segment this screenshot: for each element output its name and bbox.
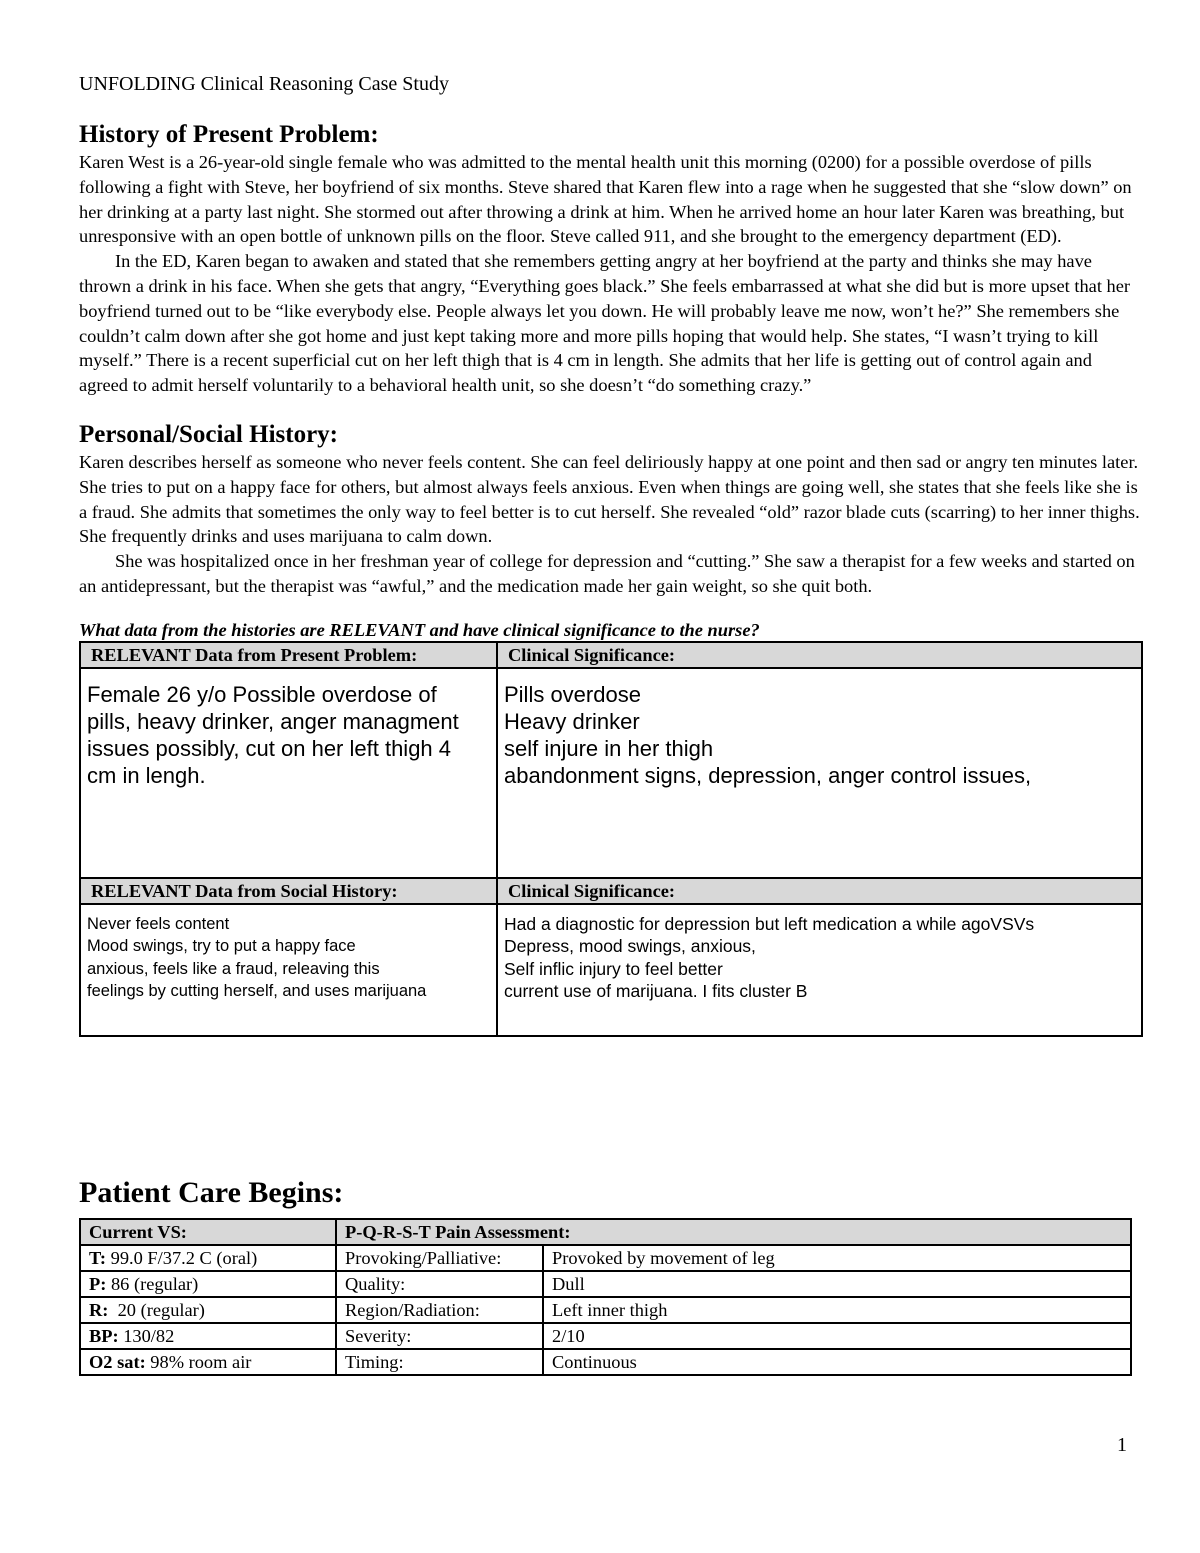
social-data-header: RELEVANT Data from Social History:	[80, 878, 497, 904]
social-data-line: Mood swings, try to put a happy face	[87, 937, 356, 956]
relevant-data-table	[79, 641, 1143, 1037]
vital-label: P:	[89, 1274, 107, 1294]
vital-value: 98% room air	[145, 1352, 252, 1372]
social-significance-line: Self inflic injury to feel better	[504, 958, 723, 979]
present-data-line: cm in lengh.	[87, 762, 206, 788]
vital-label: BP:	[89, 1326, 119, 1346]
vitals-row	[80, 1349, 1131, 1375]
pain-label: Severity:	[336, 1323, 543, 1349]
history-title: History of Present Problem:	[79, 121, 379, 148]
social-data-line: anxious, feels like a fraud, releaving this	[87, 959, 380, 978]
social-data-line: Never feels content	[87, 914, 230, 933]
patient-care-title: Patient Care Begins:	[79, 1176, 344, 1209]
vitals-header: Current VS:	[80, 1219, 336, 1245]
present-data-line: Female 26 y/o Possible overdose of	[87, 681, 437, 707]
vitals-row	[80, 1297, 1131, 1323]
present-data-cell[interactable]	[80, 668, 497, 878]
relevance-question: What data from the histories are RELEVANT and have clinical significance to the nurse?	[79, 619, 760, 640]
vital-label: T:	[89, 1248, 107, 1268]
vital-label: O2 sat:	[89, 1352, 146, 1372]
vital-value: 86 (regular)	[106, 1274, 199, 1294]
history-paragraph-1: Karen West is a 26-year-old single female who was admitted to the mental health unit this morning (0200) for a possible overdose of pills following a fight with Steve, her boyfriend of six months. Steve shared that Karen flew into a rage when he suggested that she “slow down” on her drinking at a party last night. She stormed out after throwing a drink at him. When he arrived home an hour later Karen was breathing, but unresponsive with an open bottle of unknown pills on the floor. Steve called 911, and she brought to the emergency department (ED).	[79, 152, 1132, 247]
vital-cell	[80, 1271, 336, 1297]
pain-label: Provoking/Palliative:	[336, 1245, 543, 1271]
social-paragraph-2: She was hospitalized once in her freshman year of college for depression and “cutting.” She saw a therapist for a few weeks and started on an antidepressant, but the therapist was “awful,” and the medication made her gain weight, so she quit both.	[79, 551, 1135, 596]
present-data-line: pills, heavy drinker, anger managment	[87, 708, 459, 734]
social-title: Personal/Social History:	[79, 420, 338, 448]
pain-value[interactable]: 2/10	[543, 1323, 1131, 1349]
present-data-line: issues possibly, cut on her left thigh 4	[87, 735, 452, 761]
vital-value: 130/82	[118, 1326, 175, 1346]
vitals-pain-table	[79, 1218, 1132, 1376]
vitals-row	[80, 1245, 1131, 1271]
social-paragraph-1: Karen describes herself as someone who never feels content. She can feel deliriously happy at one point and then sad or angry ten minutes later. She tries to put on a happy face for others, but almost always feels anxious. Even when things are going well, she states that she feels like she is a fraud. She admits that sometimes the only way to feel better is to cut herself. She revealed “old” razor blade cuts (scarring) to her inner thighs. She frequently drinks and uses marijuana to calm down.	[79, 451, 1140, 547]
pain-label: Region/Radiation:	[336, 1297, 543, 1323]
document-page	[79, 70, 1141, 1037]
social-significance-cell[interactable]	[497, 904, 1142, 1036]
pain-label: Quality:	[336, 1271, 543, 1297]
present-significance-line: Heavy drinker	[504, 708, 640, 734]
pain-value[interactable]: Continuous	[543, 1349, 1131, 1375]
vitals-row	[80, 1271, 1131, 1297]
social-significance-header: Clinical Significance:	[497, 878, 1142, 904]
vital-cell	[80, 1245, 336, 1271]
social-data-cell[interactable]	[80, 904, 497, 1036]
present-data-header: RELEVANT Data from Present Problem:	[80, 642, 497, 668]
vitals-row	[80, 1323, 1131, 1349]
pain-value[interactable]: Provoked by movement of leg	[543, 1245, 1131, 1271]
document-header: UNFOLDING Clinical Reasoning Case Study	[79, 73, 449, 95]
vital-value: 99.0 F/37.2 C (oral)	[106, 1248, 258, 1268]
pain-label: Timing:	[336, 1349, 543, 1375]
present-significance-cell[interactable]	[497, 668, 1142, 878]
social-data-line: feelings by cutting herself, and uses marijuana	[87, 982, 427, 1001]
history-paragraph-2: In the ED, Karen began to awaken and stated that she remembers getting angry at her boyfriend at the party and thinks she may have thrown a drink in his face. When she gets that angry, “Everything goes black.” She feels embarrassed at what she did but is more upset that her boyfriend turned out to be “like everybody else. People always let you down. He will probably leave me now, won’t he?” She remembers she couldn’t calm down after she got home and just kept taking more and more pills hoping that would help. She states, “I wasn’t trying to kill myself.” There is a recent superficial cut on her left thigh that is 4 cm in length. She admits that her life is getting out of control again and agreed to admit herself voluntarily to a behavioral health unit, so she doesn’t “do something crazy.”	[79, 251, 1131, 396]
pain-value[interactable]: Dull	[543, 1271, 1131, 1297]
present-significance-line: self injure in her thigh	[504, 735, 714, 761]
social-significance-line: current use of marijuana. I fits cluster B	[504, 981, 808, 1002]
social-significance-line: Depress, mood swings, anxious,	[504, 936, 756, 957]
present-significance-line: Pills overdose	[504, 681, 641, 707]
present-significance-header: Clinical Significance:	[497, 642, 1142, 668]
pain-assessment-header: P-Q-R-S-T Pain Assessment:	[336, 1219, 1131, 1245]
vital-cell	[80, 1323, 336, 1349]
present-significance-line: abandonment signs, depression, anger control issues,	[504, 762, 1032, 788]
vital-cell	[80, 1297, 336, 1323]
vital-cell	[80, 1349, 336, 1375]
social-significance-line: Had a diagnostic for depression but left medication a while agoVSVs	[504, 913, 1035, 934]
vital-value: 20 (regular)	[108, 1300, 205, 1320]
page-number: 1	[1117, 1434, 1127, 1456]
pain-value[interactable]: Left inner thigh	[543, 1297, 1131, 1323]
vital-label: R:	[89, 1300, 109, 1320]
